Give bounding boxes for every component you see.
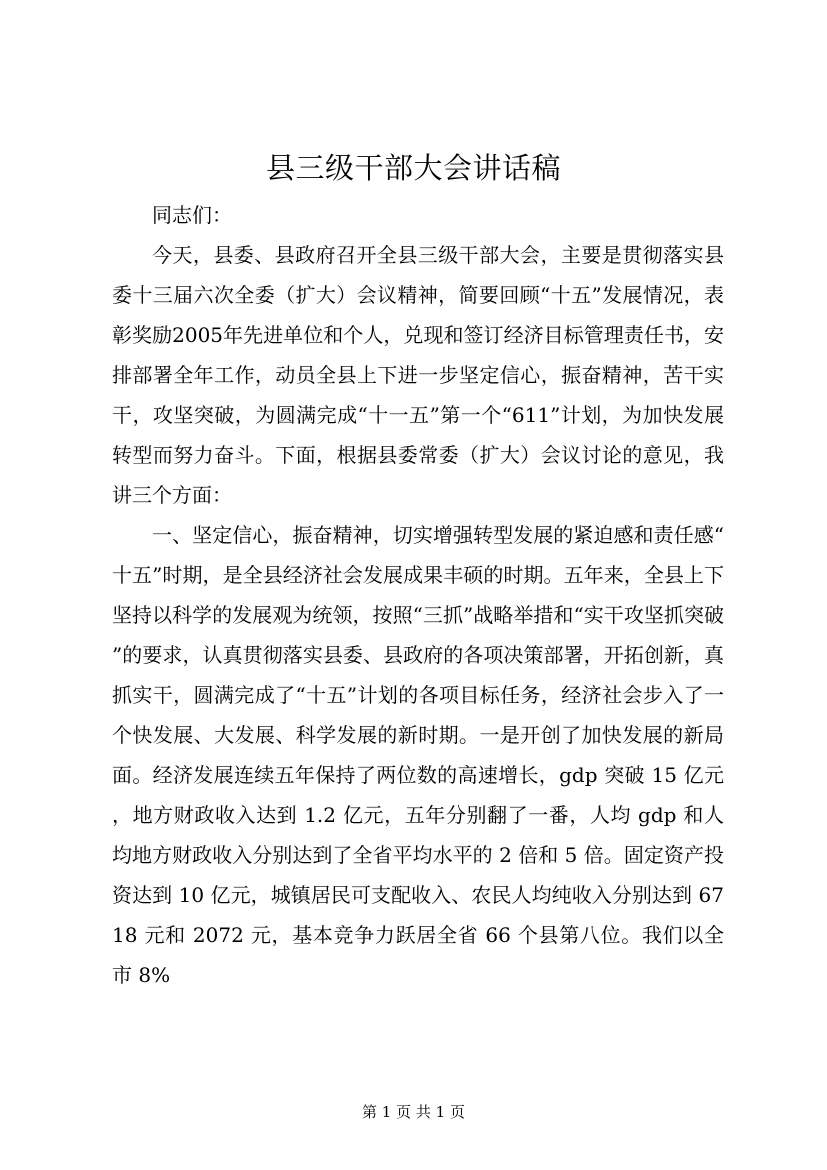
- intro-paragraph: 今天，县委、县政府召开全县三级干部大会，主要是贯彻落实县委十三届六次全委（扩大）会议精神，简要回顾“十五”发展情况，表彰奖励2005年先进单位和个人，兑现和签订经济目标管理责任书，安排部署全年工作，动员全县上下进一步坚定信心，振奋精神，苦干实干，攻坚突破，为圆满完成“十一五”第一个“611”计划，为加快发展转型而努力奋斗。下面，根据县委常委（扩大）会议讨论的意见，我讲三个方面：: [112, 243, 724, 507]
- section-one-paragraph: 一、坚定信心，振奋精神，切实增强转型发展的紧迫感和责任感“十五”时期，是全县经济社会发展成果丰硕的时期。五年来，全县上下坚持以科学的发展观为统领，按照“三抓”战略举措和“实干攻坚抓突破”的要求，认真贯彻落实县委、县政府的各项决策部署，开拓创新，真抓实干，圆满完成了“十五”计划的各项目标任务，经济社会步入了一个快发展、大发展、科学发展的新时期。一是开创了加快发展的新局面。经济发展连续五年保持了两位数的高速增长，gdp 突破 15 亿元，地方财政收入达到 1.2 亿元，五年分别翻了一番，人均 gdp 和人均地方财政收入分别达到了全省平均水平的 2 倍和 5 倍。固定资产投资达到 10 亿元，城镇居民可支配收入、农民人均纯收入分别达到 6718 元和 2072 元，基本竞争力跃居全省 66 个县第八位。我们以全市 8%: [112, 523, 724, 987]
- page-number-footer: 第 1 页 共 1 页: [362, 1103, 465, 1121]
- salutation-paragraph: 同志们：: [152, 203, 232, 227]
- document-title: 县三级干部大会讲话稿: [265, 151, 561, 185]
- document-body: [112, 195, 724, 995]
